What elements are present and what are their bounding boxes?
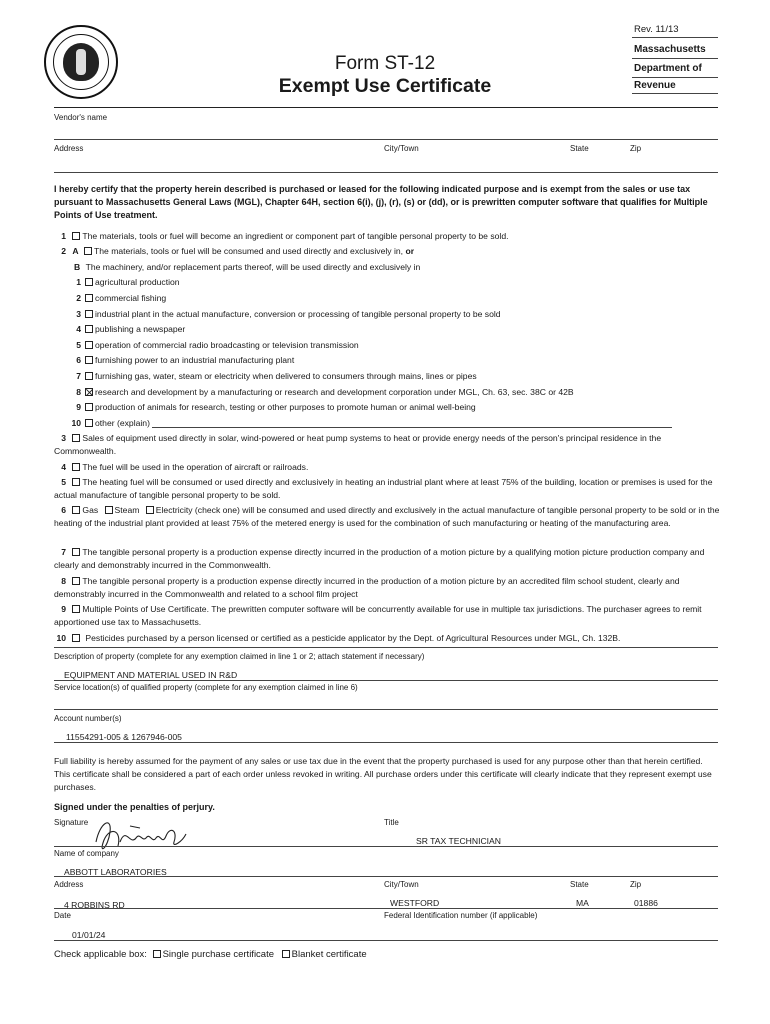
item-2a-checkbox[interactable] bbox=[84, 247, 92, 255]
signer-zip-value[interactable]: 01886 bbox=[634, 898, 658, 908]
vendor-address-label: Address bbox=[54, 144, 84, 153]
item-2b: B The machinery, and/or replacement parts thereof, will be used directly and exclusively in bbox=[74, 262, 421, 272]
item-6-electricity-checkbox[interactable] bbox=[146, 506, 154, 514]
vendor-state-label: State bbox=[570, 144, 589, 153]
item-8-checkbox[interactable] bbox=[72, 577, 80, 585]
item-3-checkbox[interactable] bbox=[72, 434, 80, 442]
perjury-heading: Signed under the penalties of perjury. bbox=[54, 802, 215, 812]
item-2b-option-4-checkbox[interactable] bbox=[85, 325, 93, 333]
item-2b-option-10: 10 other (explain) bbox=[54, 417, 672, 430]
item-2b-option-1-checkbox[interactable] bbox=[85, 278, 93, 286]
signer-city-label: City/Town bbox=[384, 880, 419, 889]
item-10: 10 Pesticides purchased by a person licensed or certified as a pesticide applicator by the Dept. of Agricultural Resources under MGL, Ch. 132B. bbox=[56, 633, 621, 643]
item-2b-option-5-checkbox[interactable] bbox=[85, 341, 93, 349]
item-2b-option-9-checkbox[interactable] bbox=[85, 403, 93, 411]
form-number: Form ST-12 bbox=[334, 53, 436, 74]
company-value[interactable]: ABBOTT LABORATORIES bbox=[64, 867, 167, 877]
vendor-zip-label: Zip bbox=[630, 144, 642, 153]
company-label: Name of company bbox=[54, 849, 119, 858]
liability-statement: Full liability is hereby assumed for the payment of any sales or use tax due in the event that the property purchased is used for any purpose other than that herein certified. This certificate shall be considered a part of each order unless revoked in writing. All purchase orders under this certificate will clearly indicate that they represent exempt use purchases. bbox=[54, 756, 712, 792]
item-2b-option-9: 9 production of animals for research, testing or other purposes to promote human or animal well-being bbox=[76, 402, 476, 412]
item-2b-option-5: 5 operation of commercial radio broadcasting or television transmission bbox=[76, 340, 359, 350]
description-label: Description of property (complete for any exemption claimed in line 1 or 2; attach statement if necessary) bbox=[54, 652, 425, 661]
account-number-value[interactable]: 11554291-005 & 1267946-005 bbox=[66, 732, 182, 742]
item-2a: 2 A The materials, tools or fuel will be consumed and used directly and exclusively in, or bbox=[61, 246, 415, 256]
service-location-label: Service location(s) of qualified property (complete for any exemption claimed in line 6) bbox=[54, 683, 358, 692]
title-label: Title bbox=[384, 818, 399, 827]
other-explain-field[interactable] bbox=[152, 427, 672, 428]
signer-address-label: Address bbox=[54, 880, 84, 889]
item-4: 4 The fuel will be used in the operation of aircraft or railroads. bbox=[61, 462, 309, 472]
item-7: 7 The tangible personal property is a production expense directly incurred in the production of a motion picture by a qualifying motion picture production company and clearly and demonstrably incurred in the Commonwealth. bbox=[54, 547, 705, 570]
account-number-label: Account number(s) bbox=[54, 714, 122, 723]
signer-city-value[interactable]: WESTFORD bbox=[390, 898, 440, 908]
item-9-checkbox[interactable] bbox=[72, 605, 80, 613]
vendor-name-label: Vendor's name bbox=[54, 113, 108, 122]
item-2b-option-7-checkbox[interactable] bbox=[85, 372, 93, 380]
item-1-checkbox[interactable] bbox=[72, 232, 80, 240]
item-8: 8 The tangible personal property is a production expense directly incurred in the production of a motion picture by an accredited film school student, clearly and demonstrably incurred in the Commonwealth and related to a school film project bbox=[54, 576, 680, 599]
fein-label: Federal Identification number (if applicable) bbox=[384, 911, 538, 920]
revision-label: Rev. 11/13 bbox=[634, 24, 679, 35]
signer-address-value[interactable]: 4 ROBBINS RD bbox=[64, 900, 125, 910]
item-2b-option-2-checkbox[interactable] bbox=[85, 294, 93, 302]
item-2b-option-3-checkbox[interactable] bbox=[85, 310, 93, 318]
dept-line-2: Department of bbox=[634, 63, 702, 74]
item-2b-option-6-checkbox[interactable] bbox=[85, 356, 93, 364]
item-6-steam-checkbox[interactable] bbox=[105, 506, 113, 514]
signer-state-value[interactable]: MA bbox=[576, 898, 589, 908]
item-9: 9 Multiple Points of Use Certificate. The prewritten computer software will be concurrently available for use in multiple tax jurisdictions. The purchaser agrees to remit apportioned use tax to Massachusetts. bbox=[54, 604, 702, 627]
item-2b-option-1: 1 agricultural production bbox=[76, 277, 180, 287]
item-3: 3 Sales of equipment used directly in solar, wind-powered or heat pump systems to heat or provide energy needs of the person's principal residence in the Commonwealth. bbox=[54, 433, 662, 456]
title-value[interactable]: SR TAX TECHNICIAN bbox=[416, 836, 501, 846]
blanket-certificate-checkbox[interactable] bbox=[282, 950, 290, 958]
item-2b-option-7: 7 furnishing gas, water, steam or electricity when delivered to consumers through mains, lines or pipes bbox=[76, 371, 477, 381]
item-2b-option-3: 3 industrial plant in the actual manufacture, conversion or processing of tangible personal property to be sold bbox=[76, 309, 501, 319]
dept-line-3: Revenue bbox=[634, 80, 676, 91]
item-5: 5 The heating fuel will be consumed or used directly and exclusively in heating an industrial plant where at least 75% of the building, location or premises is used for the actual manufacture of tangible personal property to be sold. bbox=[54, 477, 713, 500]
item-2b-option-10-checkbox[interactable] bbox=[85, 419, 93, 427]
item-2b-option-6: 6 furnishing power to an industrial manufacturing plant bbox=[76, 355, 295, 365]
form-title: Exempt Use Certificate bbox=[278, 75, 492, 97]
signer-state-label: State bbox=[570, 880, 589, 889]
description-value[interactable]: EQUIPMENT AND MATERIAL USED IN R&D bbox=[64, 670, 238, 680]
date-label: Date bbox=[54, 911, 71, 920]
item-6-gas-checkbox[interactable] bbox=[72, 506, 80, 514]
item-5-checkbox[interactable] bbox=[72, 478, 80, 486]
dept-line-1: Massachusetts bbox=[634, 44, 706, 55]
item-6: 6 Gas Steam Electricity (check one) will be consumed and used directly and exclusively in the actual manufacture of tangible personal property to be sold or in the heating of the industrial plant provided at least 75% of the metered energy is used for the combination of such manufacturing or heating of the manufacturing area. bbox=[54, 505, 720, 528]
signer-zip-label: Zip bbox=[630, 880, 642, 889]
item-10-checkbox[interactable] bbox=[72, 634, 80, 642]
signature-label: Signature bbox=[54, 818, 89, 827]
item-2b-option-8-checkbox[interactable] bbox=[85, 388, 93, 396]
dor-seal bbox=[44, 25, 118, 99]
vendor-city-label: City/Town bbox=[384, 144, 419, 153]
item-7-checkbox[interactable] bbox=[72, 548, 80, 556]
vendor-address-field[interactable] bbox=[54, 172, 718, 173]
item-2b-option-8: 8 research and development by a manufacturing or research and development corporation under MGL, Ch. 63, sec. 38C or 42B bbox=[76, 387, 574, 397]
item-1: 1 The materials, tools or fuel will become an ingredient or component part of tangible personal property to be sold. bbox=[61, 231, 509, 241]
certificate-type-row: Check applicable box: Single purchase certificate Blanket certificate bbox=[54, 949, 367, 960]
vendor-name-field[interactable] bbox=[54, 139, 718, 140]
single-purchase-checkbox[interactable] bbox=[153, 950, 161, 958]
certification-statement: I hereby certify that the property herein described is purchased or leased for the following indicated purpose and is exempt from the sales or use tax pursuant to Massachusetts General Laws (MGL), Chapter 64H, section 6(i), (j), (r), (s) or (dd), or is prewritten computer software that qualifies for Multiple Points of Use treatment. bbox=[54, 184, 708, 220]
date-value[interactable]: 01/01/24 bbox=[72, 930, 106, 940]
item-2b-option-4: 4 publishing a newspaper bbox=[76, 324, 186, 334]
item-4-checkbox[interactable] bbox=[72, 463, 80, 471]
item-2b-option-2: 2 commercial fishing bbox=[76, 293, 167, 303]
